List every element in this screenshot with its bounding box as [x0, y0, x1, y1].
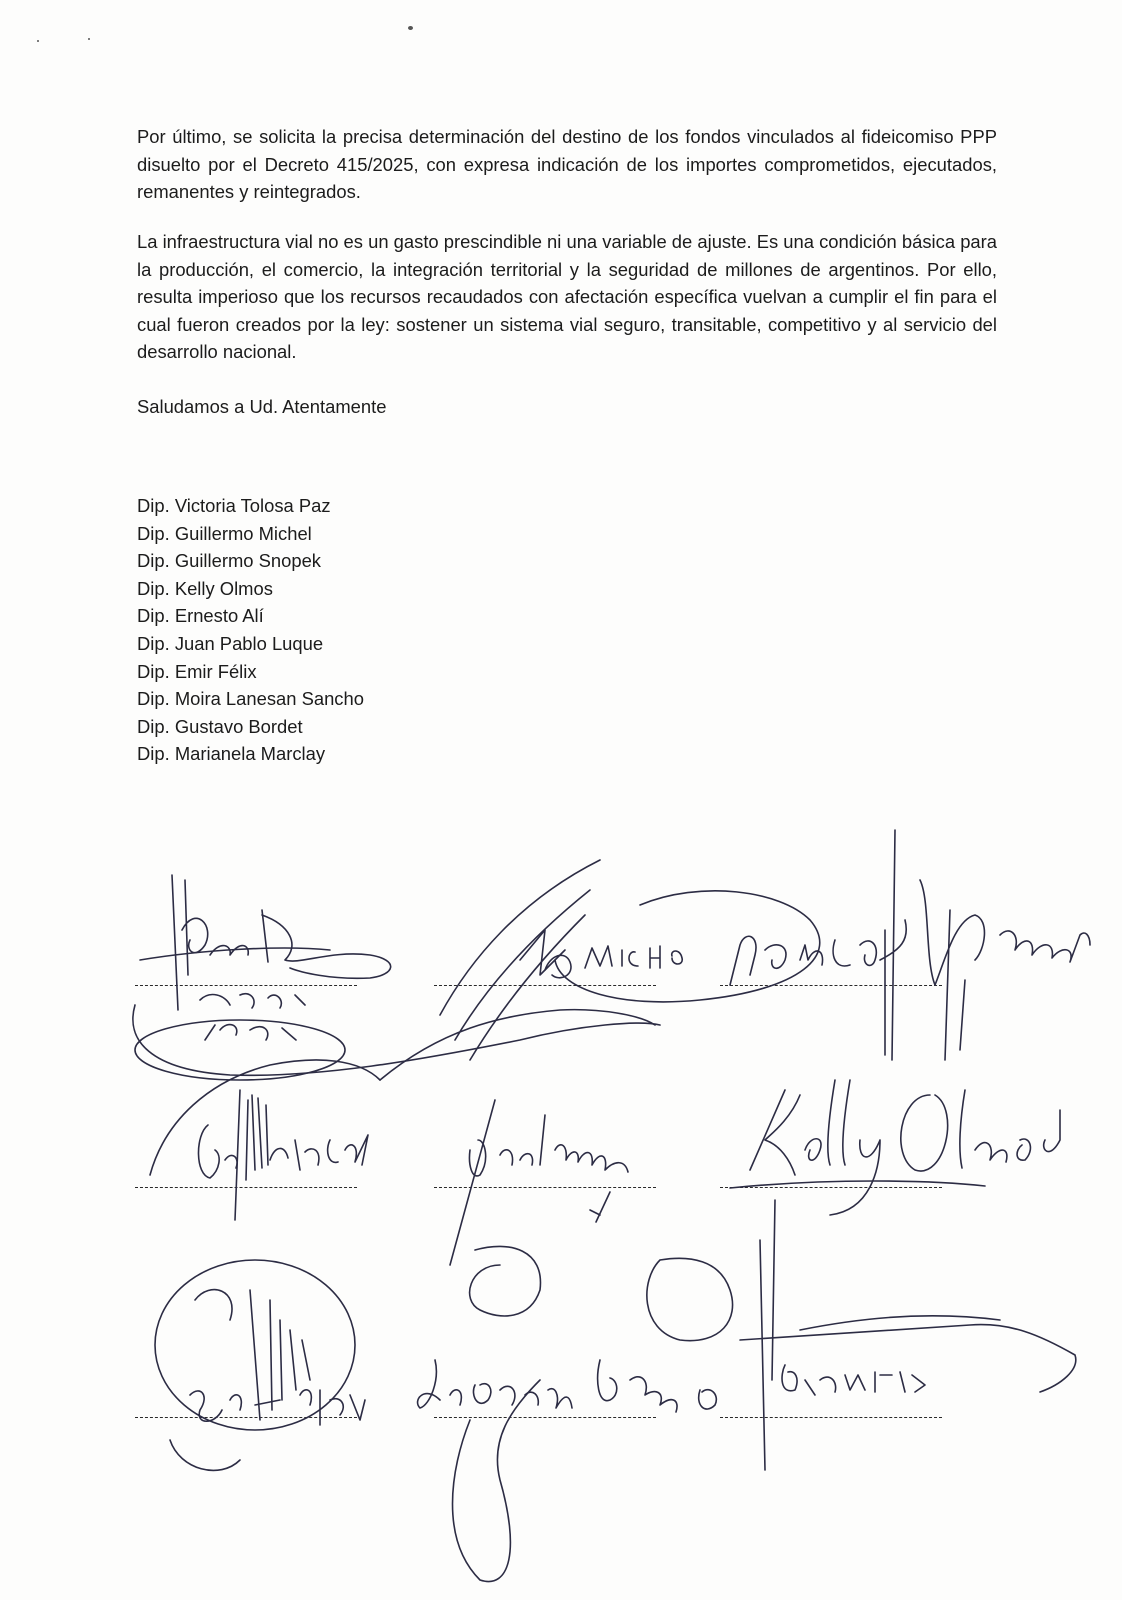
signature-line: [434, 1187, 656, 1188]
signatory: Dip. Juan Pablo Luque: [137, 632, 324, 654]
signatory: Dip. Emir Félix: [137, 660, 257, 682]
signature-kelly-olmos: [730, 1080, 1060, 1215]
signature-line: [720, 985, 942, 986]
signature-martinez: [647, 1200, 1076, 1470]
signature-line: [135, 1417, 357, 1418]
signature-line: [720, 1187, 942, 1188]
closing-salutation: Saludamos a Ud. Atentamente: [137, 396, 387, 417]
signature-tolosa-paz: [133, 875, 660, 1080]
paragraph-infrastructure: La infraestructura vial no es un gasto prescindible ni una variable de ajuste. Es una condición básica para la producción, el comercio, la integración territorial y la seguridad de millones de argentinos. Por ello, resulta imperioso que los recursos recaudados con afectación específica vuelvan a cumplir el fin para el cual fueron creados por la ley: sostener un sistema vial seguro, transitable, competitivo y al servicio del desarrollo nacional.: [137, 231, 997, 362]
signature-marclay: [730, 830, 1090, 1060]
signature-emir-felix: [155, 1260, 365, 1470]
scan-speck: [408, 26, 413, 30]
signatories-list: [137, 492, 364, 768]
signature-line: [434, 1417, 656, 1418]
signatory: Dip. Victoria Tolosa Paz: [137, 495, 331, 516]
signature-luque: [450, 1100, 628, 1265]
signatory: Dip. Guillermo Michel: [137, 522, 312, 544]
signature-line: [135, 985, 357, 986]
signature-michel: [380, 860, 820, 1080]
scan-speck: [88, 38, 90, 40]
signature-line: [720, 1417, 942, 1418]
signature-bordet: [150, 1060, 380, 1220]
signatory: Dip. Kelly Olmos: [137, 577, 273, 599]
signatory: Dip. Ernesto Alí: [137, 605, 264, 627]
signatory: Dip. Moira Lanesan Sancho: [137, 688, 364, 710]
signatory: Dip. Gustavo Bordet: [137, 715, 303, 737]
signature-line: [434, 985, 656, 986]
signature-line: [135, 1187, 357, 1188]
scan-speck: [37, 40, 39, 42]
signatory: Dip. Guillermo Snopek: [137, 550, 321, 572]
signatory: Dip. Marianela Marclay: [137, 743, 326, 765]
signature-lanesan: [418, 1246, 717, 1581]
paragraph-funds-request: Por último, se solicita la precisa determinación del destino de los fondos vinculados al fideicomiso PPP disuelto por el Decreto 415/2025, con expresa indicación de los importes comprometidos, ejecutados, remanentes y reintegrados.: [137, 126, 997, 202]
